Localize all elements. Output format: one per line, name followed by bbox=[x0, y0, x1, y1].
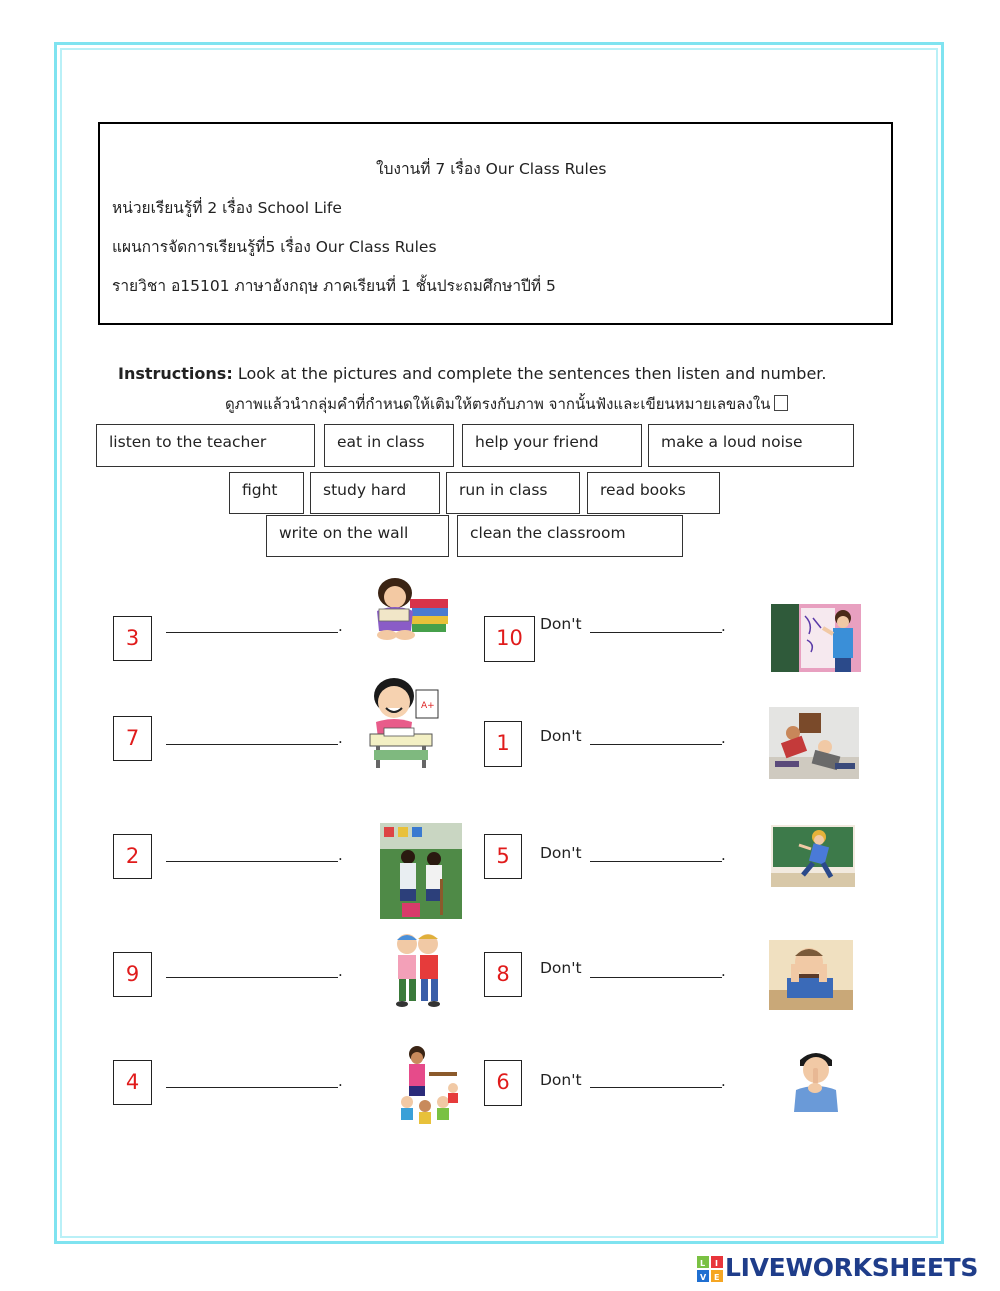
friends-helping-picture bbox=[390, 930, 448, 1008]
period: . bbox=[338, 729, 343, 747]
period: . bbox=[338, 846, 343, 864]
answer-blank[interactable] bbox=[166, 743, 338, 745]
girl-studying-at-desk-picture bbox=[366, 672, 446, 770]
answer-number-box[interactable]: 5 bbox=[484, 834, 522, 879]
boy-running-picture bbox=[771, 825, 855, 887]
instructions-text: Look at the pictures and complete the sentences then listen and number. bbox=[237, 364, 827, 383]
dont-prefix: Don't bbox=[540, 615, 582, 633]
period: . bbox=[721, 729, 726, 747]
checkbox-icon bbox=[774, 395, 788, 411]
word-bank-item[interactable]: write on the wall bbox=[266, 515, 449, 557]
svg-text:V: V bbox=[700, 1273, 707, 1282]
period: . bbox=[338, 962, 343, 980]
answer-number-box[interactable]: 9 bbox=[113, 952, 152, 997]
period: . bbox=[721, 1072, 726, 1090]
word-bank-item[interactable]: read books bbox=[587, 472, 720, 514]
word-bank-item[interactable]: listen to the teacher bbox=[96, 424, 315, 467]
worksheet-header bbox=[98, 122, 893, 325]
liveworksheets-wordmark: LIVEWORKSHEETS bbox=[725, 1253, 979, 1282]
dont-prefix: Don't bbox=[540, 1071, 582, 1089]
answer-number-box[interactable]: 2 bbox=[113, 834, 152, 879]
word-bank-item[interactable]: make a loud noise bbox=[648, 424, 854, 467]
header-lesson-plan: แผนการจัดการเรียนรู้ที่5 เรื่อง Our Class Rules bbox=[112, 238, 437, 256]
answer-number-box[interactable]: 1 bbox=[484, 721, 522, 767]
word-bank-item[interactable]: run in class bbox=[446, 472, 580, 514]
period: . bbox=[721, 617, 726, 635]
header-unit: หน่วยเรียนรู้ที่ 2 เรื่อง School Life bbox=[112, 199, 342, 217]
instructions-thai bbox=[225, 392, 788, 416]
liveworksheets-logo-mark bbox=[697, 1256, 723, 1282]
answer-number-box[interactable]: 4 bbox=[113, 1060, 152, 1105]
word-bank-item[interactable]: help your friend bbox=[462, 424, 642, 467]
dont-prefix: Don't bbox=[540, 844, 582, 862]
period: . bbox=[338, 1072, 343, 1090]
teacher-with-children-picture bbox=[397, 1044, 461, 1126]
answer-number-box[interactable]: 8 bbox=[484, 952, 522, 997]
instructions-label: Instructions: bbox=[118, 364, 233, 383]
answer-number-box[interactable]: 7 bbox=[113, 716, 152, 761]
header-title: ใบงานที่ 7 เรื่อง Our Class Rules bbox=[376, 160, 607, 178]
answer-number-box[interactable]: 10 bbox=[484, 616, 535, 662]
period: . bbox=[721, 846, 726, 864]
answer-blank[interactable] bbox=[590, 1086, 722, 1088]
kids-cleaning-classroom-picture bbox=[380, 823, 462, 919]
word-bank-item[interactable]: study hard bbox=[310, 472, 440, 514]
svg-text:E: E bbox=[714, 1273, 720, 1282]
word-bank-item[interactable]: fight bbox=[229, 472, 304, 514]
answer-number-box[interactable]: 6 bbox=[484, 1060, 522, 1106]
answer-blank[interactable] bbox=[590, 743, 722, 745]
answer-blank[interactable] bbox=[166, 1086, 338, 1088]
dont-prefix: Don't bbox=[540, 727, 582, 745]
period: . bbox=[338, 617, 343, 635]
girl-reading-books-picture bbox=[365, 573, 453, 643]
word-bank-item[interactable]: eat in class bbox=[324, 424, 454, 467]
writing-on-wall-picture bbox=[771, 604, 861, 672]
man-eating-picture bbox=[769, 940, 853, 1010]
svg-text:L: L bbox=[700, 1259, 706, 1268]
boy-shushing-picture bbox=[788, 1046, 844, 1112]
instructions-thai-text: ดูภาพแล้วนำกลุ่มคำที่กำหนดให้เติมให้ตรงกับภาพ จากนั้นฟังและเขียนหมายเลขลงใน bbox=[225, 395, 771, 413]
svg-text:I: I bbox=[715, 1259, 718, 1268]
answer-blank[interactable] bbox=[590, 976, 722, 978]
instructions bbox=[118, 364, 826, 383]
answer-blank[interactable] bbox=[166, 976, 338, 978]
word-bank-item[interactable]: clean the classroom bbox=[457, 515, 683, 557]
svg-text:A+: A+ bbox=[421, 701, 435, 711]
answer-blank[interactable] bbox=[166, 860, 338, 862]
answer-blank[interactable] bbox=[590, 860, 722, 862]
answer-blank[interactable] bbox=[590, 631, 722, 633]
dont-prefix: Don't bbox=[540, 959, 582, 977]
answer-number-box[interactable]: 3 bbox=[113, 616, 152, 661]
period: . bbox=[721, 962, 726, 980]
answer-blank[interactable] bbox=[166, 631, 338, 633]
kids-fighting-picture bbox=[769, 707, 859, 779]
header-subject: รายวิชา อ15101 ภาษาอังกฤษ ภาคเรียนที่ 1 ชั้นประถมศึกษาปีที่ 5 bbox=[112, 277, 556, 295]
